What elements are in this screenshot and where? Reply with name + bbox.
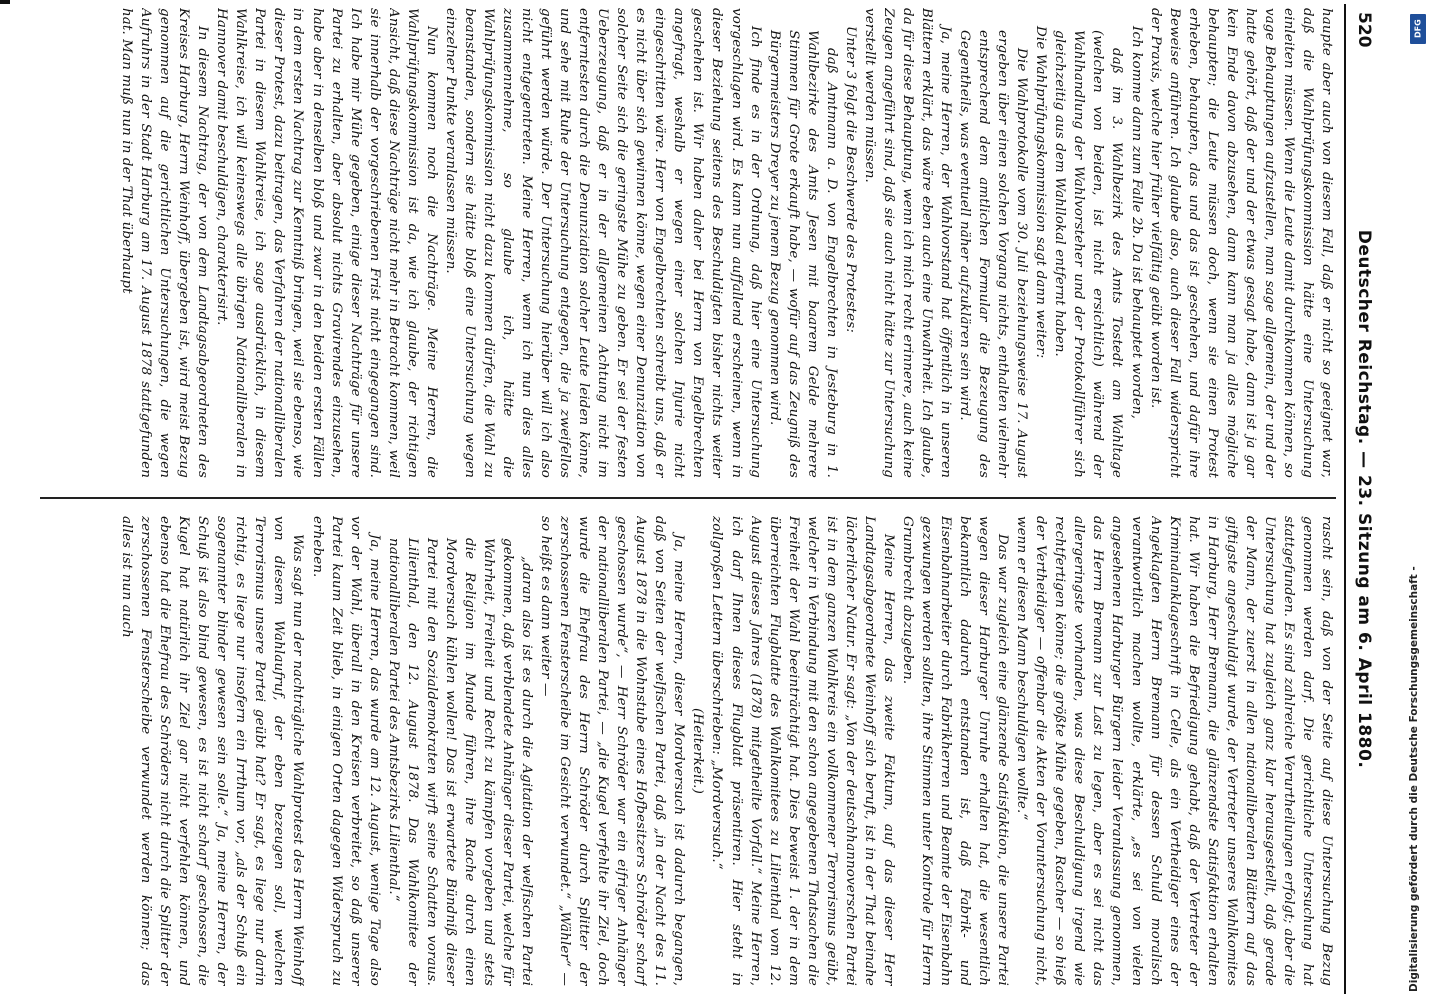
quotation: daß im 3. Wahlbezirk des Amts Tostedt am Wahltage (welchen von beiden, ist nicht ersichtlich) während der Wahlhandlung der Wahlvorsteher und der Protokollführer sich gleichzeitig aus dem Wahllokal entfernt haben. <box>1052 30 1125 478</box>
paragraph: Ja, meine Herren, dieser Mordversuch ist dadurch begangen, daß von Seiten der welfischen Partei, daß „in der Nacht des 11. August 1878 in die Wohnstube eines Hofbesitzers Schröder scharf geschossen wurde“, — Herr Schröder war ein eifriger Anhänger der nationalliberalen Partei, — „die Kugel verfehlte ihr Ziel, doch wurde die Ehefrau des Herrn Schröder durch Splitter der zerschossenen Fensterscheibe im Gesicht verwundet.“ „Wähler“ — so heißt es dann weiter — <box>538 516 687 986</box>
paragraph: Die Wahlprüfungskommission sagt dann weiter: <box>1033 26 1049 359</box>
paragraph: Das war zugleich eine glänzende Satisfaktion, die unsere Partei wegen dieser Harburger Unruhe erhalten hat, die wesentlich bekanntlich dadurch entstanden ist, daß Fabrik- und Eisenbahnarbeiter durch Fabrikherren und Beamte der Eisenbahn gezwungen werden sollten, ihre Stimmen unter Kontrole für Herrn Grumbrecht abzugeben. <box>899 516 1011 986</box>
paragraph: rascht sein, daß von der Seite auf diese Untersuchung Bezug genommen werden darf. Die gerichtliche Untersuchung hat stattgefunden. Es sind zahlreiche Verurtheilungen erfolgt; aber die Untersuchung hat zugleich ganz klar herausgestellt, daß gerade der Mann, der zuerst in allen nationalliberalen Blättern auf das giftigste angeschuldigt wurde, der Vertreter unseres Wahlkomites in Harburg, Herr Bremann, die glänzendste Satisfaktion erhalten hat. Wir haben die Befriedigung gehabt, daß der Vertreter der Kriminalanklageschrift in Celle, als ein Vertheidiger eines der Angeklagten Herrn Bremann für dessen Schuld moralisch verantwortlich machen wollte, erklärte, „es sei von vielen angesehenen Harburger Bürgern leider Veranlassung genommen, das Herrn Bremann zur Last zu legen, aber es sei nicht das allergeringste vorhanden, was diese Beschuldigung irgend wie rechtfertigen könne; die größte Mühe gegeben, Rascher — so hieß der Vertheidiger — offenbar die Akten der Voruntersuchung nicht, wenn er diesen Mann beschuldigen wollte.“ <box>1014 516 1334 986</box>
paragraph: Meine Herren, das zweite Faktum, auf das dieser Herr Landtagsabgeordnete Weinhoff sich beruft, ist in der That beinahe lächerlicher Natur. Er sagt: „Von der deutschhannoverschen Partei ist in dem ganzen Wahlkreis ein vollkommener Terrorismus geübt, welcher in Verbindung mit den schon angegebenen Thatsachen die Freiheit der Wahl beeinträchtigt hat. Dies beweist 1. der in dem überreichten Flugblatte des Wahlkomitees zu Lilienthal vom 12. August dieses Jahres (1878) mitgetheilte Vorfall.“ Meine Herren, ich darf Ihnen dieses Flugblatt präsentiren. Hier steht in zollgroßen Lettern überschrieben: „Mordversuch.“ <box>709 516 896 986</box>
right-column <box>40 516 1336 986</box>
quotation: daß Amtmann a. D. von Engelbrechten in Jesteburg in 1. Wahlbezirke des Amts Jesen mit baarem Gelde mehrere Stimmen für Grote erkauft habe, — wofür auf das Zeugniß des Bürgermeisters Dreyer zu jenem Bezug genommen wird. <box>766 30 839 478</box>
paragraph: Ich finde es in der Ordnung, daß hier eine Untersuchung vorgeschlagen wird. Es kann nun auffallend erscheinen, wenn in dieser Beziehung seitens des Beschuldigten bisher nichts weiter geschehen ist. Wir haben daher bei Herrn von Engelbrechten angefragt, weshalb er wegen einer solchen Injurie nicht eingeschritten wäre. Herr von Engelbrechten schreibt uns, daß er es nicht über sich gewinnen könne, wegen einer Denunziation von solcher Seite sich die geringste Mühe zu geben. Er sei der festen Ueberzeugung, daß er in der allgemeinen Achtung nicht im entferntesten durch die Denunziation solcher Leute leiden könne, und sehe mit Ruhe der Untersuchung entgegen, die ja zweifellos geführt werden würde. Der Untersuchung hierüber will ich also nicht entgegentreten. Meine Herren, wenn ich nun dies alles zusammennehme, so glaube ich, hätte die Wahlprüfungskommission nicht dazu kommen dürfen, die Wahl zu beanstanden, sondern sie hätte bloß eine Untersuchung wegen einzelner Punkte veranlassen müssen. <box>442 8 763 478</box>
stage-direction: (Heiterkeit.) <box>690 708 706 794</box>
left-column <box>40 8 1336 478</box>
quotation: „daran also ist es durch die Agitation der welfischen Partei gekommen, daß verblendete Anhänger dieser Partei, welche für Wahrheit, Freiheit und Recht zu kämpfen vorgeben und stets die Religion im Munde führen, ihre Rache durch einen Mordversuch kühlen wollen! Das ist erwartete Bündniß dieser Partei mit den Sozialdemokraten wirft seine Schatten voraus. Lilienthal, den 12. August 1878. Das Wahlkomitee der nationalliberalen Partei des Amtsbezirks Lilienthal.“ <box>385 538 535 986</box>
paragraph: Unter 3 folgt die Beschwerde des Protestes: <box>842 26 858 333</box>
paragraph: haupte aber auch von diesem Fall, daß er nicht so geeignet war, daß die Wahlprüfungskommission hätte eine Untersuchung einleiten müssen. Wenn die Leute damit durchkommen können, so vage Behauptungen aufzustellen, man sage allgemein, der und der hatte gehört, daß der und der etwas gesagt habe, dann ist ja gar kein Ende davon abzusehen, dann kann man ja alles mögliche behaupten; die Leute müssen doch, wenn sie einen Protest erheben, behaupten, das und das ist geschehen, und dafür ihre Beweise anführen. Ich glaube also, auch dieser Fall widerspricht der Praxis, welche hier früher vielfältig geübt worden ist. <box>1147 8 1334 478</box>
scan-corner-mark <box>0 0 10 4</box>
paragraph: In diesem Nachtrag, der von dem Landtagsabgeordneten des Kreises Harburg, Herrn Weinhoff, übergeben ist, wird meist Bezug genommen auf die gerichtlichen Untersuchungen, die wegen Aufruhrs in der Stadt Harburg am 17. August 1878 stattgefunden hat. Man muß nun in der That überhaupt <box>119 8 211 478</box>
quotation: Die Wahlprotokolle vom 30. Juli beziehungsweise 17. August ergeben über einen solchen Vorgang nichts, enthalten vielmehr entsprechend dem amtlichen Formular die Bezeugung des Gegentheils, was eventuell näher aufzuklären sein wird. <box>957 30 1030 478</box>
page-content <box>28 4 1380 994</box>
paragraph: Nun kommen noch die Nachträge. Meine Herren, die Wahlprüfungskommission ist da, wie ich glaube, der richtigen Ansicht, daß diese Nachträge nicht mehr in Betracht kommen, weil sie innerhalb der vorgeschriebenen Frist nicht eingegangen sind. Ich habe mir Mühe gegeben, einige dieser Nachträge für unsere Partei zu erhalten, aber absolut nichts Gravirendes einzusehen, habe aber in denselben bloß und zwar in den beiden ersten Fällen in dem ersten Nachtrag zur Kenntniß bringen, weil sie ebenso, wie dieser Protest, dazu beitragen, das Verfahren der nationalliberalen Partei in diesem Wahlkreise, ich sage ausdrücklich, in diesem Wahlkreise, ich will keineswegs alle übrigen Nationalliberalen in Hannover damit beschuldigen, charakterisirt. <box>214 8 439 478</box>
paragraph: Ja, meine Herren, der Wahlvorstand hat öffentlich in unseren Blättern erklärt, das wäre eben auch eine Unwahrheit. Ich glaube, da für diese Behauptung, wenn ich mich recht erinnere, auch keine Zeugen angeführt sind, daß sie auch nicht hätte zur Untersuchung verstellt werden müssen. <box>861 8 954 478</box>
running-title: Deutscher Reichstag. — 23. Sitzung am 6. April 1880. <box>1354 229 1374 769</box>
digitization-sidebar <box>1408 8 1428 992</box>
header-rule <box>1344 4 1346 994</box>
page-header <box>1350 4 1378 994</box>
page-number: 520 <box>1354 12 1374 48</box>
paragraph: Ich komme dann zum Falle 2b. Da ist behauptet worden, <box>1128 26 1144 420</box>
paragraph: Was sagt nun der nachträgliche Wahlprotest des Herrn Weinhoff von diesem Wahlaufruf, der eben bezeugen soll, welchen Terrorismus unsere Partei geübt hat? Er sagt, es liege nur darin richtig, es liege nur insofern ein Irrthum vor, „als der Schuß ein sogenannter blinder gewesen sein solle.“ Ja, meine Herren, der Schuß ist also blind gewesen, es ist nicht scharf geschossen, die Kugel hat natürlich ihr Ziel gar nicht verfehlen können, und ebenso hat die Ehefrau des Schröders nicht durch die Splitter der zerschossenen Fensterscheibe verwundet werden können; das alles ist nun auch <box>119 516 306 986</box>
paragraph: Ja, meine Herren, das wurde am 12. August, wenige Tage also vor der Wahl, überall in den Kreisen verbreitet, so daß unserer Partei kaum Zeit blieb, in einigen Orten dagegen Widerspruch zu erheben. <box>309 516 382 986</box>
digitization-note: Digitalisierung gefördert durch die Deutsche Forschungsgemeinschaft - <box>1408 566 1420 992</box>
dfg-logo: DFG <box>1410 14 1426 44</box>
column-divider <box>40 497 1336 499</box>
